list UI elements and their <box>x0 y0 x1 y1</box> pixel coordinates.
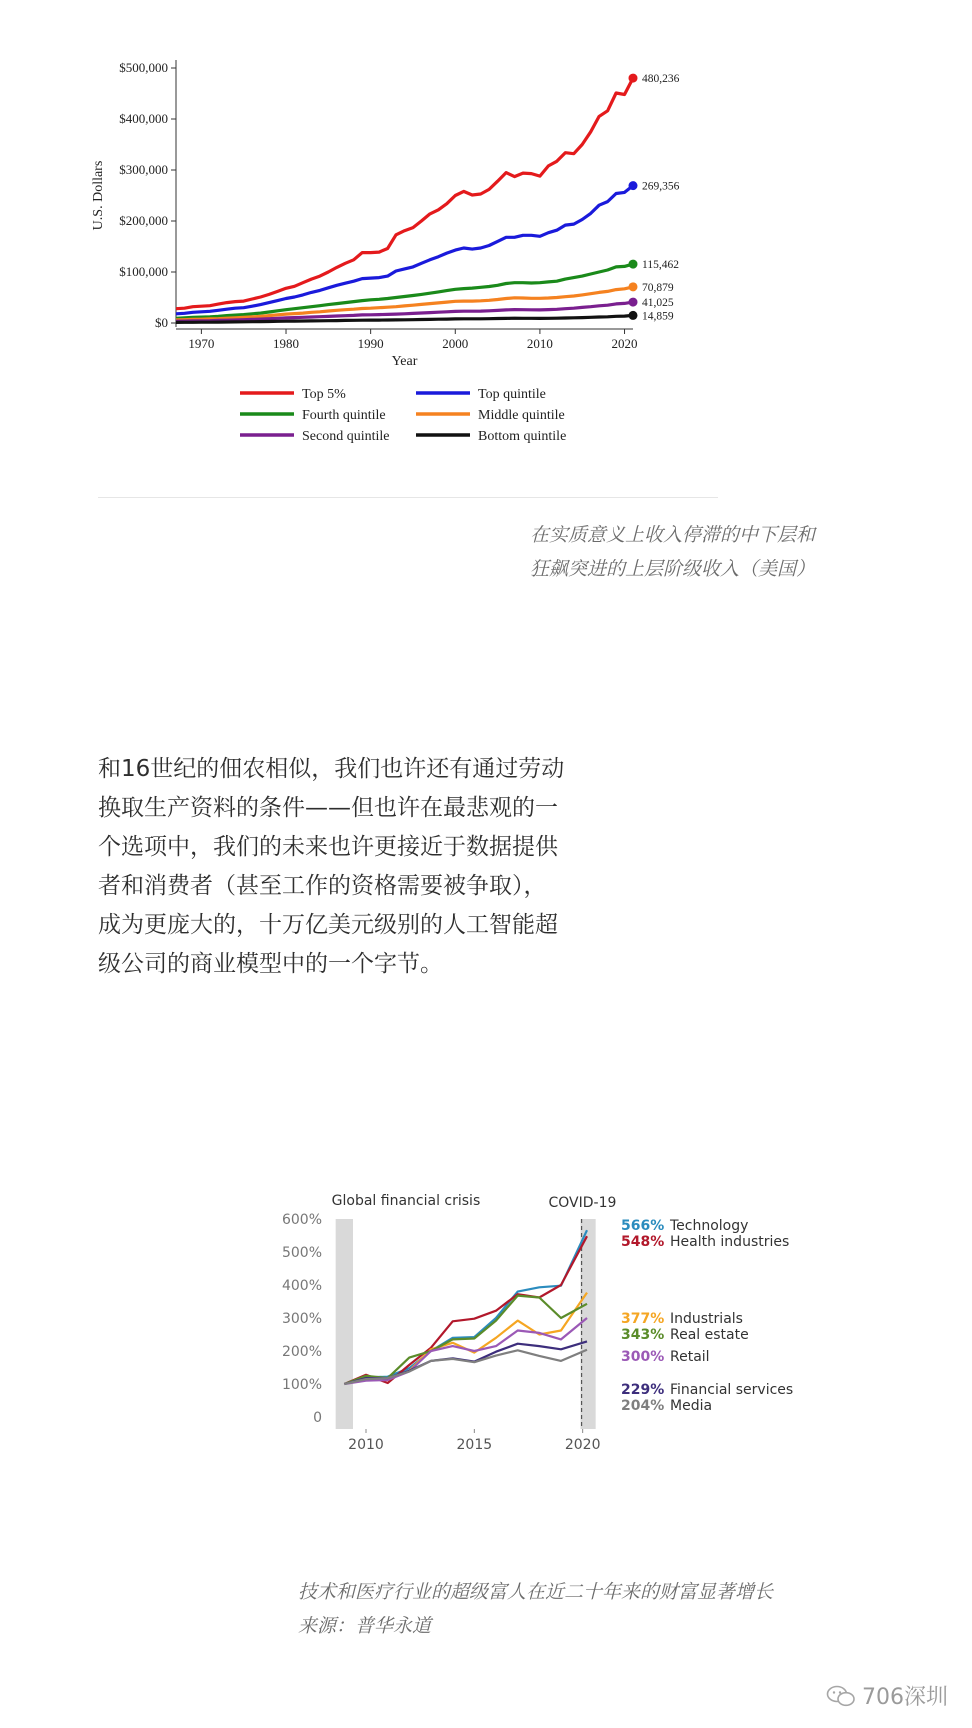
x-tick-label: 1990 <box>357 336 384 351</box>
y-tick-label: 200% <box>281 1344 322 1360</box>
wealth-growth-chart-svg <box>281 1185 910 1565</box>
x-tick-label: 2015 <box>456 1437 493 1453</box>
wechat-watermark <box>826 1680 948 1711</box>
series-end-label: 269,356 <box>642 180 680 193</box>
pct-label-media: 204% <box>621 1398 665 1414</box>
industry-label-retail: Retail <box>670 1349 710 1365</box>
x-tick-label: 2010 <box>526 336 553 351</box>
y-axis-label: U.S. Dollars <box>91 160 106 231</box>
y-tick-label: $400,000 <box>119 111 168 126</box>
annotation-financial-crisis: Global financial crisis <box>331 1193 481 1209</box>
paragraph-line-2: 换取生产资料的条件——但也许在最悲观的一 <box>98 795 558 821</box>
y-tick-label: 400% <box>281 1278 322 1294</box>
paragraph-line-4: 者和消费者（甚至工作的资格需要被争取）， <box>98 873 547 899</box>
article-paragraph <box>98 750 658 984</box>
annotation-covid: COVID-19 <box>548 1195 617 1211</box>
series-end-label: 14,859 <box>642 310 674 323</box>
chart1-caption-line-2: 狂飙突进的上层阶级收入（美国） <box>530 558 816 580</box>
y-tick-label: $100,000 <box>119 264 168 279</box>
series-line-top-5 <box>176 78 633 309</box>
pct-label-industrials: 377% <box>621 1311 665 1327</box>
series-line-retail <box>344 1318 587 1384</box>
industry-label-real-estate: Real estate <box>670 1327 749 1343</box>
series-endpoint-second-quintile <box>629 298 638 307</box>
chart2-caption-line-2: 来源：普华永道 <box>298 1615 432 1637</box>
x-tick-label: 2020 <box>611 336 638 351</box>
series-end-label: 41,025 <box>642 297 674 310</box>
x-tick-label: 1970 <box>188 336 215 351</box>
series-line-top-quintile <box>176 186 633 314</box>
series-endpoint-top-quintile <box>629 181 638 190</box>
chart1-caption <box>530 518 950 586</box>
series-endpoint-top-5 <box>629 74 638 83</box>
legend-label: Middle quintile <box>478 408 565 423</box>
y-tick-label: $500,000 <box>119 60 168 75</box>
series-end-label: 70,879 <box>642 281 674 294</box>
wechat-icon <box>826 1684 856 1708</box>
chart1-divider <box>98 497 718 498</box>
pct-label-retail: 300% <box>621 1349 665 1365</box>
legend-label: Top quintile <box>478 387 546 402</box>
pct-label-health-industries: 548% <box>621 1234 665 1250</box>
paragraph-line-5: 成为更庞大的，十万亿美元级别的人工智能超 <box>98 912 558 938</box>
legend-label: Top 5% <box>302 387 346 402</box>
industry-label-health-industries: Health industries <box>670 1234 790 1250</box>
y-tick-label: 100% <box>281 1377 322 1393</box>
y-tick-label: $0 <box>155 315 168 330</box>
chart1-caption-line-1: 在实质意义上收入停滞的中下层和 <box>530 524 816 546</box>
chart2-caption-line-1: 技术和医疗行业的超级富人在近二十年来的财富显著增长 <box>298 1581 774 1603</box>
paragraph-line-3: 个选项中，我们的未来也许更接近于数据提供 <box>98 834 558 860</box>
series-end-label: 115,462 <box>642 259 679 272</box>
y-tick-label: 600% <box>281 1212 322 1228</box>
industry-label-technology: Technology <box>670 1218 749 1234</box>
industry-label-media: Media <box>670 1398 713 1414</box>
shaded-period-covid-19 <box>581 1219 596 1429</box>
chart2-caption <box>298 1575 938 1643</box>
x-axis-label: Year <box>391 354 418 369</box>
y-tick-label: 0 <box>313 1410 322 1426</box>
series-endpoint-fourth-quintile <box>629 260 638 269</box>
legend-label: Bottom quintile <box>478 429 567 444</box>
series-endpoint-bottom-quintile <box>629 311 638 320</box>
income-chart-svg <box>90 50 730 500</box>
series-end-label: 480,236 <box>642 73 680 86</box>
wealth-growth-chart <box>281 1185 910 1565</box>
x-tick-label: 2020 <box>564 1437 601 1453</box>
y-tick-label: 300% <box>281 1311 322 1327</box>
pct-label-real-estate: 343% <box>621 1327 665 1343</box>
industry-label-industrials: Industrials <box>670 1311 743 1327</box>
paragraph-line-6: 级公司的商业模型中的一个字节。 <box>98 951 443 977</box>
watermark-text: 706深圳 <box>862 1685 948 1710</box>
legend-label: Second quintile <box>302 429 390 444</box>
paragraph-line-1: 和16世纪的佃农相似，我们也许还有通过劳动 <box>98 756 565 782</box>
pct-label-technology: 566% <box>621 1218 665 1234</box>
x-tick-label: 2010 <box>348 1437 384 1453</box>
legend-label: Fourth quintile <box>302 408 386 423</box>
x-tick-label: 1980 <box>273 336 300 351</box>
y-tick-label: $300,000 <box>119 162 168 177</box>
income-chart <box>90 50 730 500</box>
series-endpoint-middle-quintile <box>629 282 638 291</box>
pct-label-financial-services: 229% <box>621 1382 665 1398</box>
x-tick-label: 2000 <box>442 336 469 351</box>
series-line-real-estate <box>344 1296 587 1384</box>
industry-label-financial-services: Financial services <box>670 1382 794 1398</box>
y-tick-label: 500% <box>281 1245 322 1261</box>
series-line-media <box>344 1350 587 1384</box>
y-tick-label: $200,000 <box>119 213 168 228</box>
shaded-period-global-financial-crisis <box>336 1219 353 1429</box>
